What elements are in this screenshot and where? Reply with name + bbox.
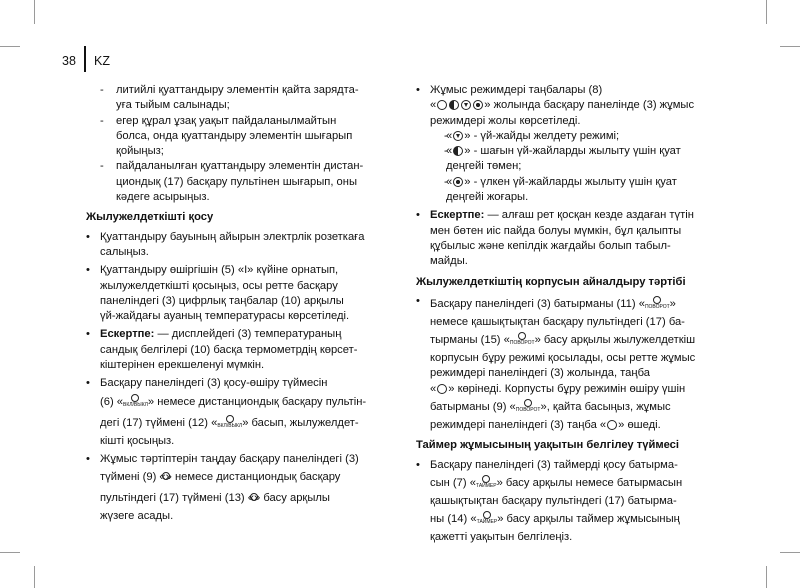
crop-mark <box>0 552 20 553</box>
list-item: • Жұмыс тәртіптерін таңдау басқару панеліндегі (3) түймені (9) «» немесе дистанциондық басқару пультіндегі (17) түймені (13) «» басу арқылы жүзеге асады. <box>86 452 386 525</box>
header-divider <box>84 46 86 72</box>
crop-mark <box>34 566 35 588</box>
list-item: - пайдаланылған қуаттандыру элементін дистан- циондық (17) басқару пультінен шығарып, оны кәдеге асырыңыз. <box>86 159 386 205</box>
page-number: 38 <box>62 54 76 68</box>
rotate-button-icon: ПОВОРОТ <box>645 298 670 310</box>
list-item: • Ескертпе: — дисплейдегі (3) температураның сандық белгілері (10) басқа термометрдің көрсет- кіштерінен ерекшеленуі мүмкін. <box>86 327 386 373</box>
crop-mark <box>0 46 20 47</box>
list-item: • Басқару панеліндегі (3) батырманы (11) «ПОВОРОТ» немесе қашықтықтан басқару пультіндегі (17) ба- тырманы (15) «ПОВОРОТ» басу арқылы жылужелдеткіш корпусын бұру режимі қосылады, осы ретте жұмыс режимдері панеліндегі (3) жолында, таңба « » көрінеді. Корпусты бұру режимін өшіру үшін батырманы (9) «ПОВОРОТ», қайта басыңыз, жұмыс режимдері панеліндегі (3) таңба « » өшеді. <box>416 294 716 433</box>
bullet-list <box>416 458 716 546</box>
language-code: KZ <box>94 54 110 68</box>
note-label: Ескертпе: <box>430 209 485 222</box>
power-icon: ВКЛ/ВЫКЛ <box>217 417 242 429</box>
rotation-icon <box>437 384 447 394</box>
list-item: - « » - шағын үй-жайларды жылыту үшін қуат деңгейі төмен; <box>430 144 716 175</box>
fan-icon <box>453 131 463 141</box>
section-heading-timer: Таймер жұмысының уақытын белгілеу түймесі <box>416 439 680 452</box>
rotation-icon <box>607 420 617 430</box>
low-power-icon <box>449 100 459 110</box>
bullet-list <box>86 230 386 525</box>
note-label: Ескертпе: <box>100 328 155 341</box>
left-column <box>86 83 386 525</box>
list-item: • Қуаттандыру өшіргішін (5) «I» күйіне орнатып, жылужелдеткішті қосыңыз, осы ретте басқару панеліндегі (3) цифрлық таңбалар (10) арқылы үй-жайдағы ауаның температурасы көрсетіледі. <box>86 263 386 324</box>
crop-mark <box>780 552 800 553</box>
timer-icon: ТАЙМЕР <box>477 513 498 525</box>
crop-mark <box>34 0 35 24</box>
right-column <box>416 83 716 546</box>
fan-icon <box>461 100 471 110</box>
bullet-list <box>416 294 716 433</box>
section-heading-turn-on: Жылужелдеткішті қосу <box>86 211 214 224</box>
list-item: - « » - үлкен үй-жайларды жылыту үшін қуат деңгейі жоғары. <box>430 175 716 206</box>
rotate-button-icon: ПОВОРОТ <box>510 334 535 346</box>
list-item: • Жұмыс режимдері таңбалары (8) « » жолында басқару панелінде (3) жұмыс режимдері жолы көрсетіледі. - « » - үй-жайды желдету режимі; - « » - шағын үй-жайларды жылыту үшін қуат деңгейі төмен; - « » - үлкен үй-жайларды жылыту үшін қуат деңгейі жоғары. <box>416 83 716 205</box>
list-item: • Ескертпе: — алғаш рет қосқан кезде аздаған түтін мен бөтен иіс пайда болуы мүмкін, бұл қалыпты құбылыс және кепілдік жағдайы болып табыл- майды. <box>416 208 716 269</box>
bullet-list <box>416 83 716 270</box>
crop-mark <box>780 46 800 47</box>
crop-mark <box>766 566 767 588</box>
high-power-icon <box>453 177 463 187</box>
timer-icon: ТАЙМЕР <box>476 477 497 489</box>
crop-mark <box>766 0 767 24</box>
list-item: • Басқару панеліндегі (3) таймерді қосу батырма- сын (7) «ТАЙМЕР» басу арқылы немесе батырмасын қашықтықтан басқару пультіндегі (17) батырма- ны (14) «ТАЙМЕР» басу арқылы таймер жұмысының қажетті уақытын белгілеңіз. <box>416 458 716 546</box>
list-item: • Қуаттандыру бауының айырын электрлік розеткаға салыңыз. <box>86 230 386 261</box>
list-item: - егер құрал ұзақ уақыт пайдаланылмайтын болса, онда қуаттандыру элементін шығарып қойыңыз; <box>86 114 386 160</box>
rotation-icon <box>437 100 447 110</box>
list-item: • Басқару панеліндегі (3) қосу-өшіру түймесін (6) «ВКЛ/ВЫКЛ» немесе дистанциондық басқару пультін- дегі (17) түймені (12) «ВКЛ/ВЫКЛ» басып, жылужелдет- кішті қосыңыз. <box>86 376 386 449</box>
low-power-icon <box>453 146 463 156</box>
list-item: - литийлі қуаттандыру элементін қайта зарядта- уға тыйым салынады; <box>86 83 386 114</box>
dash-list <box>86 83 386 205</box>
section-heading-rotation: Жылужелдеткіштің корпусын айналдыру тәртібі <box>416 275 686 288</box>
list-item: - « » - үй-жайды желдету режимі; <box>430 129 716 144</box>
power-icon: ВКЛ/ВЫКЛ <box>123 396 148 408</box>
rotate-button-icon: ПОВОРОТ <box>516 401 541 413</box>
high-power-icon <box>473 100 483 110</box>
